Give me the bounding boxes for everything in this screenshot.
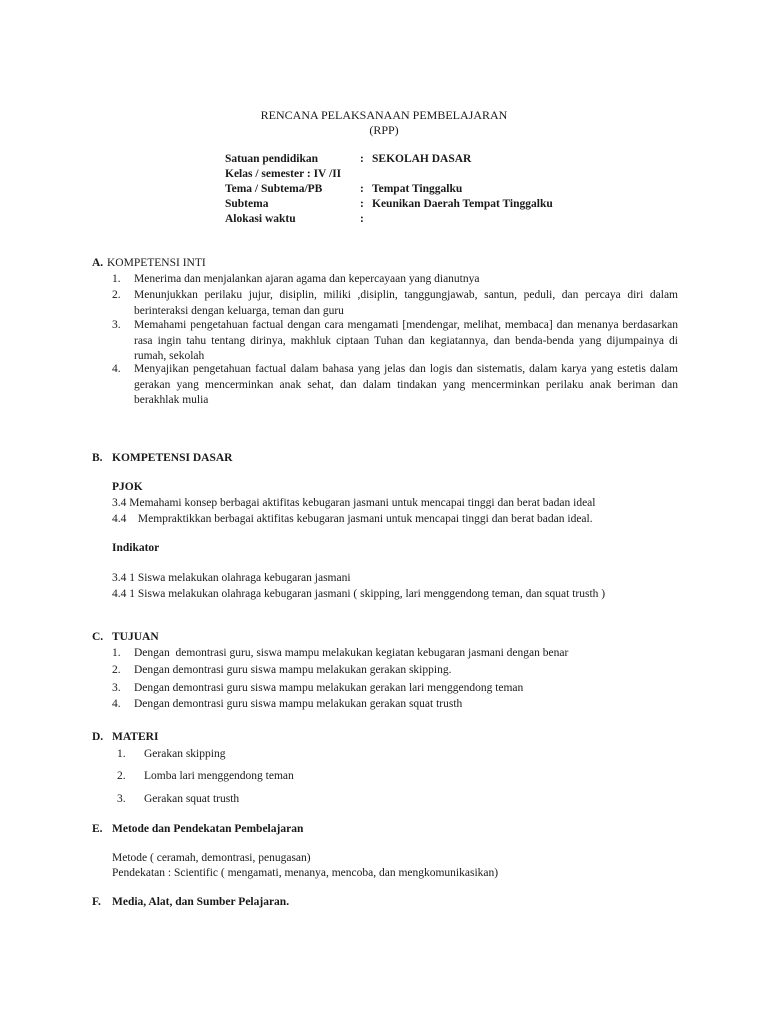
doc-title: RENCANA PELAKSANAAN PEMBELAJARAN [260,108,508,122]
list-item: Dengan demontrasi guru siswa mampu melakukan gerakan squat trusth [134,698,463,710]
info-label: Alokasi waktu [225,213,296,225]
info-colon: : [360,213,364,225]
list-item: Memahami pengetahuan factual dengan cara mengamati [mendengar, melihat, membaca] dan menanya berdasarkan rasa ingin tahu tentang dirinya, makhluk ciptaan Tuhan dan kegiatannya, dan benda-benda yang dijumpainya di rumah, sekolah [134,319,678,363]
section-title: MATERI [112,731,159,743]
list-number: 3. [117,793,126,805]
section-letter: F. [92,896,101,908]
section-title: Media, Alat, dan Sumber Pelajaran. [112,896,290,908]
list-number: 3. [112,319,121,331]
info-row [0,213,768,229]
kd-item: 3.4 Memahami konsep berbagai aktifitas kebugaran jasmani untuk mencapai tinggi dan berat badan ideal [112,497,596,509]
subject-heading: PJOK [112,481,143,493]
indikator-item: 3.4 1 Siswa melakukan olahraga kebugaran jasmani [112,572,351,584]
info-colon: : [360,198,364,210]
metode-line: Metode ( ceramah, demontrasi, penugasan) [112,852,311,864]
list-number: 1. [112,273,121,285]
indikator-heading: Indikator [112,542,160,554]
list-number: 1. [117,748,126,760]
list-item: Dengan demontrasi guru, siswa mampu melakukan kegiatan kebugaran jasmani dengan benar [134,647,569,659]
info-label: Satuan pendidikan [225,153,319,165]
list-item: Menyajikan pengetahuan factual dalam bahasa yang jelas dan logis dan sistematis, dalam karya yang estetis dalam gerakan yang mencerminkan anak sehat, dan dalam tindakan yang mencerminkan perilaku anak beriman dan berakhlak mulia [134,363,678,407]
kd-item: 4.4 Mempraktikkan berbagai aktifitas kebugaran jasmani untuk mencapai tinggi dan berat badan ideal. [112,513,593,525]
info-row [0,198,768,214]
list-number: 1. [112,647,121,659]
section-letter: A. [92,257,104,269]
pendekatan-line: Pendekatan : Scientific ( mengamati, menanya, mencoba, dan mengkomunikasikan) [112,867,499,879]
section-letter: C. [92,631,104,643]
list-item: Dengan demontrasi guru siswa mampu melakukan gerakan lari menggendong teman [134,682,524,694]
section-title: Metode dan Pendekatan Pembelajaran [112,823,304,835]
info-label: Tema / Subtema/PB [225,183,323,195]
info-label: Subtema [225,198,269,210]
list-number: 2. [112,289,121,301]
list-number: 4. [112,698,121,710]
list-item: Gerakan skipping [144,748,226,760]
section-letter: D. [92,731,104,743]
info-row [0,168,768,184]
indikator-item: 4.4 1 Siswa melakukan olahraga kebugaran jasmani ( skipping, lari menggendong teman, dan squat trusth ) [112,588,606,600]
list-number: 2. [117,770,126,782]
list-item: Menunjukkan perilaku jujur, disiplin, miliki ,disiplin, tanggungjawab, santun, peduli, dan percaya diri dalam berinteraksi dengan keluarga, teman dan guru [134,289,678,317]
info-row [0,183,768,199]
section-letter: E. [92,823,103,835]
info-value: Tempat Tinggalku [372,183,463,195]
section-title: TUJUAN [112,631,159,643]
info-value: SEKOLAH DASAR [372,153,472,165]
section-title: KOMPETENSI INTI [107,257,206,269]
info-label: Kelas / semester : IV /II [225,168,342,180]
info-colon: : [360,183,364,195]
section-title: KOMPETENSI DASAR [112,452,233,464]
list-number: 4. [112,363,121,375]
list-item: Menerima dan menjalankan ajaran agama dan kepercayaan yang dianutnya [134,273,480,285]
info-row [0,153,768,169]
info-value: Keunikan Daerah Tempat Tinggalku [372,198,553,210]
info-colon: : [360,153,364,165]
section-letter: B. [92,452,103,464]
list-number: 2. [112,664,121,676]
list-number: 3. [112,682,121,694]
list-item: Lomba lari menggendong teman [144,770,294,782]
list-item: Gerakan squat trusth [144,793,240,805]
list-item: Dengan demontrasi guru siswa mampu melakukan gerakan skipping. [134,664,452,676]
doc-subtitle: (RPP) [369,123,399,137]
